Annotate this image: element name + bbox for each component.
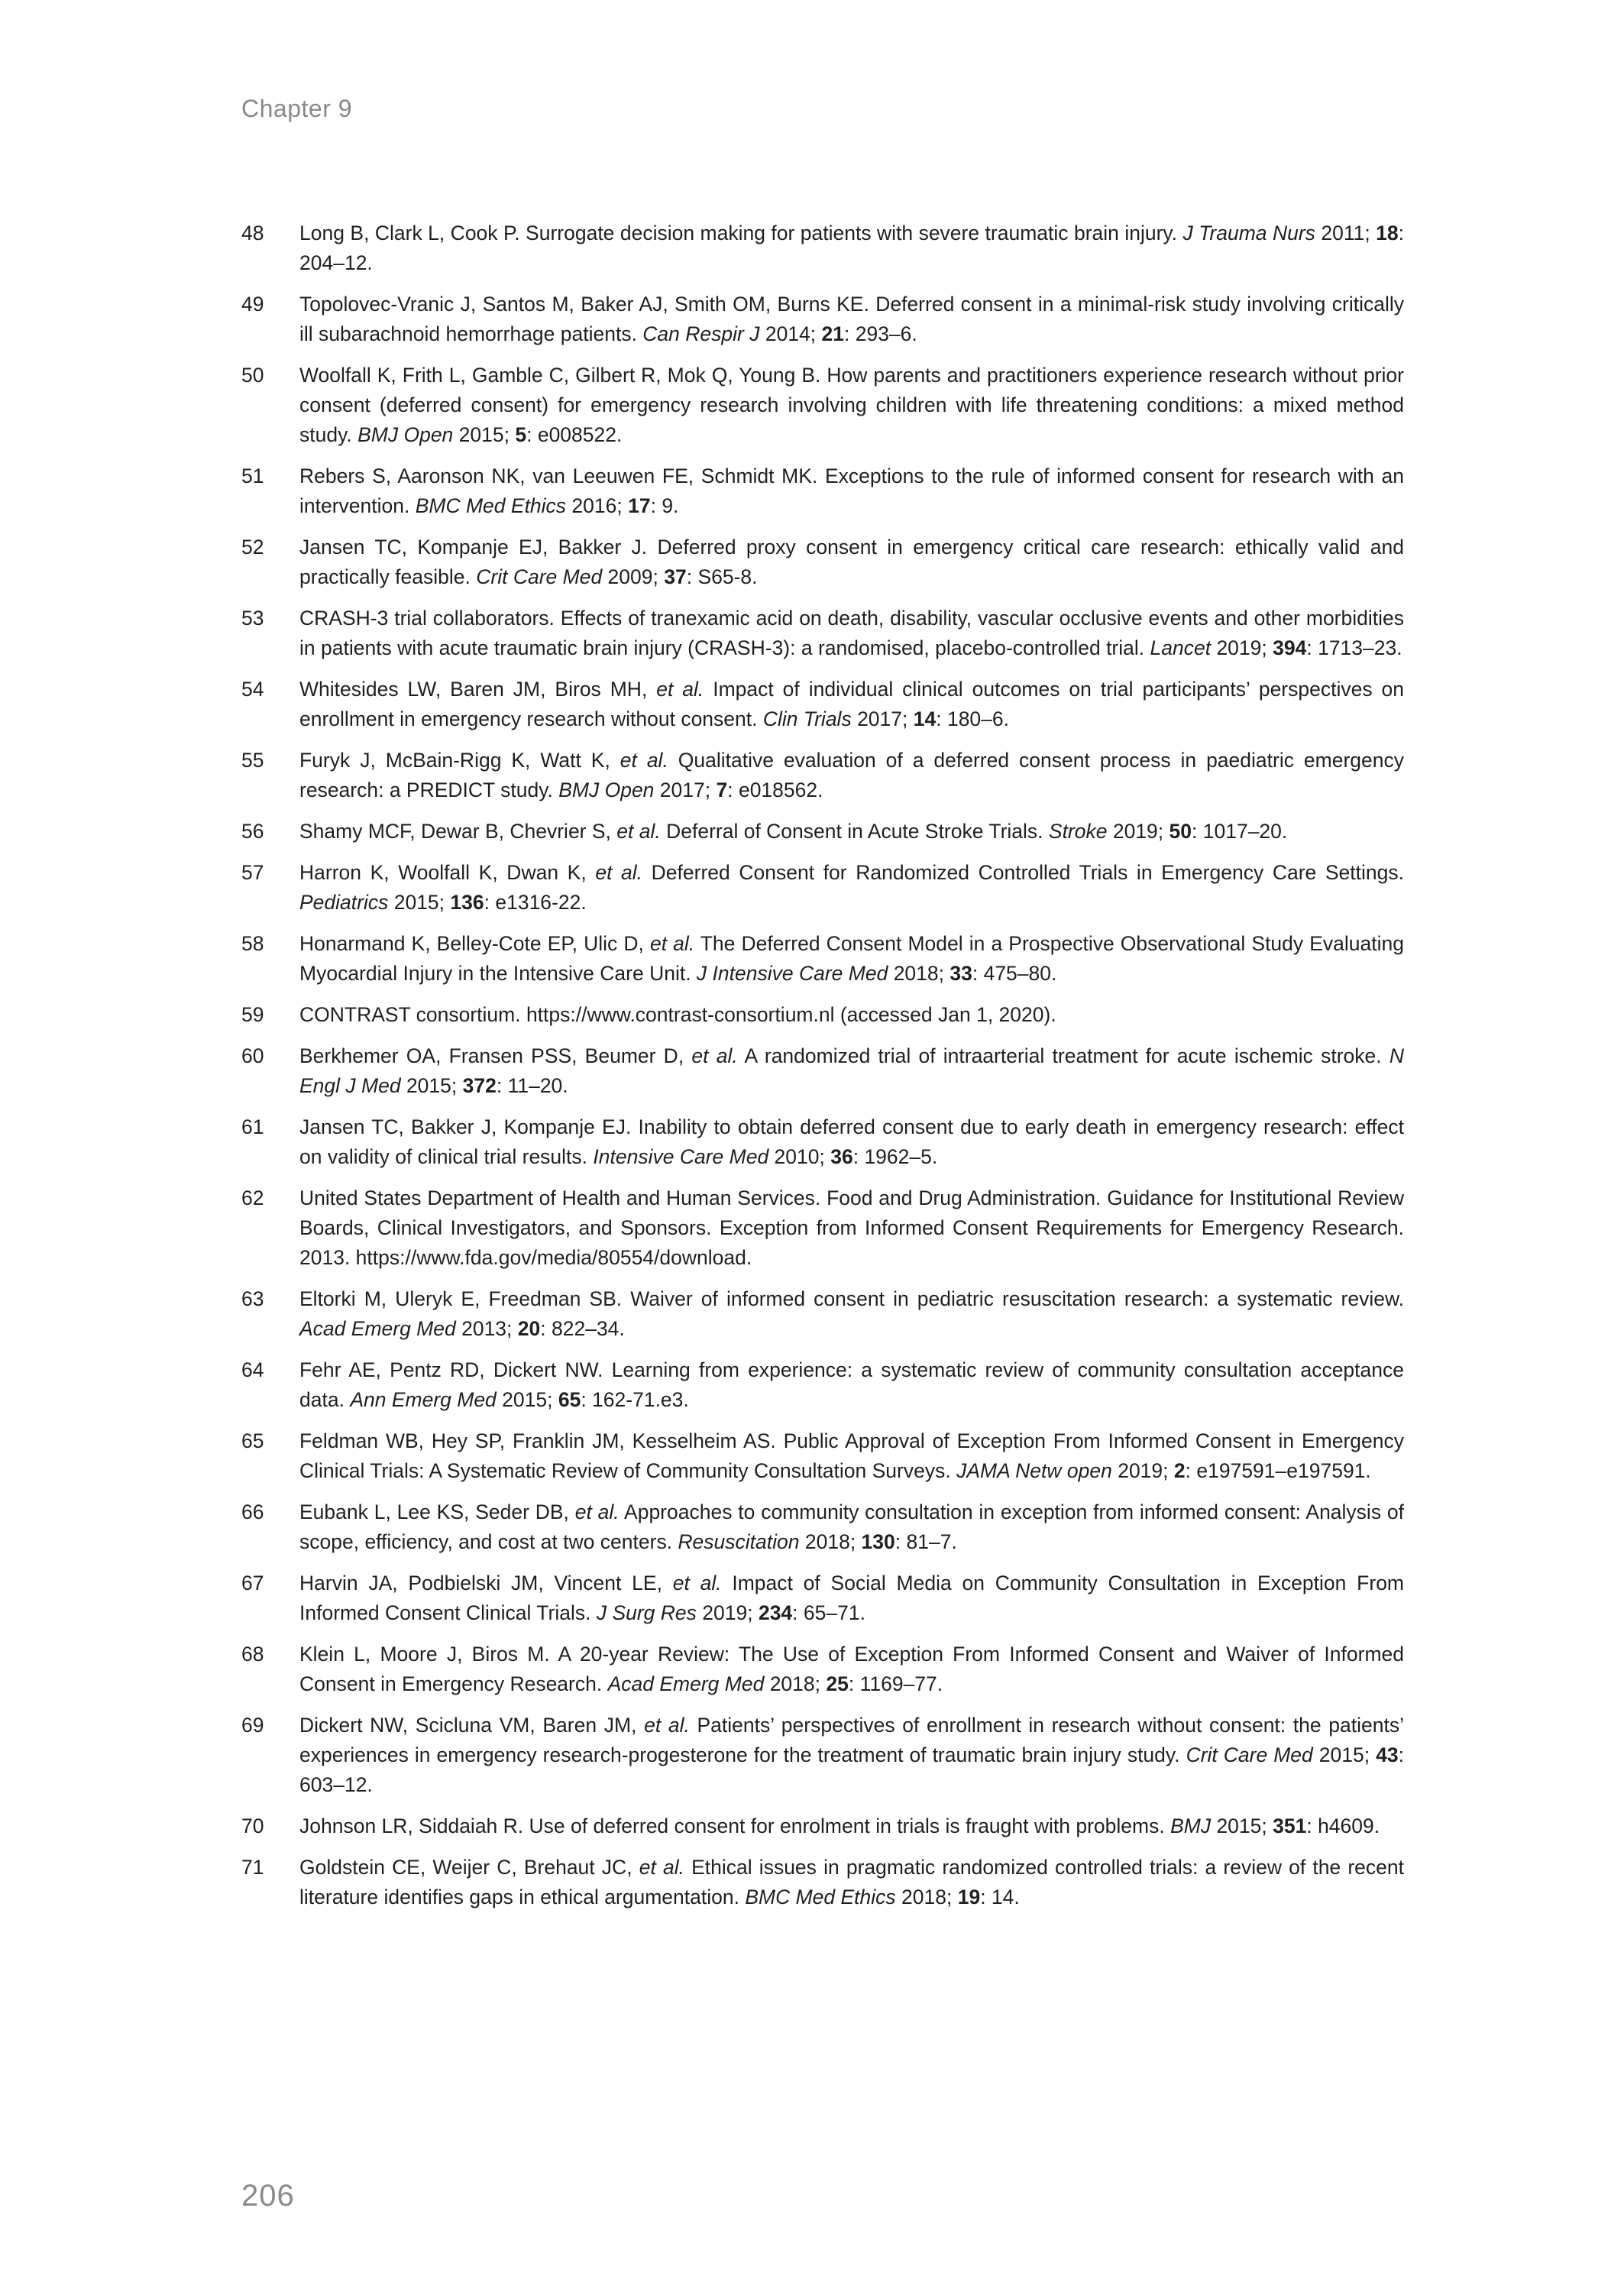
reference-italic-segment: et al. xyxy=(616,820,661,843)
reference-segment: Feldman WB, Hey SP, Franklin JM, Kesselheim AS. Public Approval of Exception From Informed Consent in Emergency Clinical Trials: A Systematic Review of Community Consultation Surveys. xyxy=(299,1429,1404,1482)
reference-segment: 2018; xyxy=(799,1530,862,1553)
reference-segment: Honarmand K, Belley-Cote EP, Ulic D, xyxy=(299,932,650,955)
reference-item xyxy=(241,929,1404,989)
reference-segment: Qualitative evaluation of a deferred consent process in paediatric emergency research: a PREDICT study. xyxy=(299,749,1405,801)
reference-segment: : e018562. xyxy=(727,779,823,801)
reference-volume: 43 xyxy=(1376,1743,1399,1766)
reference-item xyxy=(241,817,1404,847)
reference-segment: 2015; xyxy=(1312,1743,1377,1766)
reference-segment: : 9. xyxy=(650,494,679,517)
reference-segment: 2017; xyxy=(654,779,717,801)
reference-segment: : h4609. xyxy=(1306,1814,1380,1837)
reference-segment: CONTRAST consortium. https://www.contrast-consortium.nl (accessed Jan 1, 2020). xyxy=(299,1003,1056,1026)
reference-segment: Johnson LR, Siddaiah R. Use of deferred consent for enrolment in trials is fraught with problems. xyxy=(299,1814,1171,1837)
reference-volume: 234 xyxy=(758,1601,793,1624)
reference-segment: Approaches to community consultation in exception from informed consent: Analysis of scope, efficiency, and cost at two centers. xyxy=(299,1500,1404,1553)
reference-volume: 351 xyxy=(1273,1814,1307,1837)
reference-segment: 2018; xyxy=(895,1886,958,1908)
reference-italic-segment: J Trauma Nurs xyxy=(1182,222,1315,244)
reference-segment: The Deferred Consent Model in a Prospective Observational Study Evaluating Myocardial Injury in the Intensive Care Unit. xyxy=(299,932,1404,985)
reference-italic-segment: JAMA Netw open xyxy=(956,1459,1112,1482)
reference-segment: : e197591–e197591. xyxy=(1185,1459,1371,1482)
reference-number: 68 xyxy=(241,1643,264,1666)
reference-italic-segment: BMC Med Ethics xyxy=(415,494,567,517)
reference-segment: Fehr AE, Pentz RD, Dickert NW. Learning from experience: a systematic review of community consultation acceptance data. xyxy=(299,1358,1404,1411)
reference-italic-segment: et al. xyxy=(656,678,704,701)
reference-volume: 394 xyxy=(1273,636,1307,659)
reference-segment: Jansen TC, Kompanje EJ, Bakker J. Deferred proxy consent in emergency critical care research: ethically valid and practically feasible. xyxy=(299,536,1404,588)
reference-italic-segment: et al. xyxy=(691,1044,738,1067)
reference-segment: 2019; xyxy=(1107,820,1169,843)
reference-segment: : 14. xyxy=(980,1886,1020,1908)
reference-segment: Berkhemer OA, Fransen PSS, Beumer D, xyxy=(299,1044,692,1067)
reference-number: 60 xyxy=(241,1044,264,1067)
reference-item xyxy=(241,604,1404,663)
reference-number: 53 xyxy=(241,607,264,630)
reference-number: 49 xyxy=(241,293,264,316)
reference-text xyxy=(299,461,1404,521)
reference-number: 55 xyxy=(241,749,264,772)
page-number: 206 xyxy=(241,2179,295,2213)
reference-segment: Long B, Clark L, Cook P. Surrogate decision making for patients with severe traumatic brain injury. xyxy=(299,222,1183,244)
reference-italic-segment: Resuscitation xyxy=(678,1530,800,1553)
reference-segment: Goldstein CE, Weijer C, Brehaut JC, xyxy=(299,1856,639,1879)
reference-item xyxy=(241,219,1404,278)
reference-number: 48 xyxy=(241,222,264,244)
reference-italic-segment: Clin Trials xyxy=(762,707,852,730)
reference-segment: : 65–71. xyxy=(792,1601,865,1624)
reference-italic-segment: et al. xyxy=(574,1500,620,1523)
reference-item xyxy=(241,533,1404,592)
reference-volume: 5 xyxy=(515,423,527,446)
reference-item xyxy=(241,1640,1404,1699)
reference-segment: : 475–80. xyxy=(972,962,1057,985)
reference-italic-segment: BMJ xyxy=(1170,1814,1212,1837)
reference-segment: : 1962–5. xyxy=(852,1145,938,1168)
reference-segment: Eubank L, Lee KS, Seder DB, xyxy=(299,1500,575,1523)
reference-italic-segment: BMJ Open xyxy=(357,423,454,446)
reference-number: 61 xyxy=(241,1115,264,1138)
reference-volume: 21 xyxy=(821,322,844,345)
reference-volume: 19 xyxy=(957,1886,981,1908)
reference-segment: Deferred Consent for Randomized Controlled Trials in Emergency Care Settings. xyxy=(642,861,1404,884)
reference-italic-segment: et al. xyxy=(672,1572,722,1594)
reference-segment: A randomized trial of intraarterial treatment for acute ischemic stroke. xyxy=(737,1044,1389,1067)
reference-number: 52 xyxy=(241,536,264,558)
reference-segment: Jansen TC, Bakker J, Kompanje EJ. Inability to obtain deferred consent due to early death in emergency research: effect on validity of clinical trial results. xyxy=(299,1115,1404,1168)
reference-volume: 372 xyxy=(462,1074,497,1097)
reference-italic-segment: et al. xyxy=(649,932,695,955)
reference-text xyxy=(299,1112,1404,1172)
reference-italic-segment: et al. xyxy=(595,861,643,884)
reference-text xyxy=(299,1041,1404,1101)
reference-item xyxy=(241,1284,1404,1344)
reference-segment: 2013; xyxy=(455,1317,518,1340)
reference-item xyxy=(241,461,1404,521)
reference-number: 63 xyxy=(241,1287,264,1310)
reference-segment: Harron K, Woolfall K, Dwan K, xyxy=(299,861,596,884)
reference-number: 71 xyxy=(241,1856,264,1879)
reference-segment: : 81–7. xyxy=(894,1530,957,1553)
reference-item xyxy=(241,1853,1404,1912)
reference-segment: Shamy MCF, Dewar B, Chevrier S, xyxy=(299,820,617,843)
reference-number: 54 xyxy=(241,678,264,701)
reference-italic-segment: N Engl J Med xyxy=(299,1044,1404,1097)
reference-item xyxy=(241,290,1404,349)
reference-italic-segment: Stroke xyxy=(1048,820,1108,843)
reference-number: 62 xyxy=(241,1186,264,1209)
reference-text xyxy=(299,817,1404,847)
reference-italic-segment: Pediatrics xyxy=(299,891,389,914)
reference-segment: 2019; xyxy=(1211,636,1273,659)
reference-segment: Impact of Social Media on Community Consultation in Exception From Informed Consent Clinical Trials. xyxy=(299,1572,1405,1624)
reference-item xyxy=(241,1811,1404,1841)
reference-italic-segment: Lancet xyxy=(1150,636,1212,659)
reference-text xyxy=(299,929,1404,989)
reference-segment: : 822–34. xyxy=(540,1317,625,1340)
reference-item xyxy=(241,1568,1404,1628)
reference-item xyxy=(241,1355,1404,1415)
reference-segment: 2015; xyxy=(1211,1814,1273,1837)
reference-segment: : 603–12. xyxy=(299,1743,1404,1796)
reference-italic-segment: J Intensive Care Med xyxy=(696,962,888,985)
reference-number: 66 xyxy=(241,1500,264,1523)
reference-italic-segment: Crit Care Med xyxy=(476,565,603,588)
reference-text xyxy=(299,675,1404,734)
reference-volume: 2 xyxy=(1173,1459,1186,1482)
reference-text xyxy=(299,361,1404,450)
reference-number: 50 xyxy=(241,364,264,387)
reference-segment: 2011; xyxy=(1315,222,1377,244)
reference-italic-segment: Intensive Care Med xyxy=(593,1145,769,1168)
reference-italic-segment: BMJ Open xyxy=(558,779,655,801)
reference-segment: : e008522. xyxy=(526,423,623,446)
reference-italic-segment: J Surg Res xyxy=(596,1601,697,1624)
reference-item xyxy=(241,675,1404,734)
reference-segment: 2019; xyxy=(1111,1459,1174,1482)
reference-text xyxy=(299,1426,1404,1486)
reference-segment: 2018; xyxy=(764,1672,827,1695)
reference-number: 59 xyxy=(241,1003,264,1026)
reference-segment: Klein L, Moore J, Biros M. A 20-year Review: The Use of Exception From Informed Consent and Waiver of Informed Consent in Emergency Research. xyxy=(299,1643,1404,1695)
reference-volume: 7 xyxy=(716,779,728,801)
reference-segment: : 1017–20. xyxy=(1192,820,1288,843)
reference-text xyxy=(299,1811,1404,1841)
reference-volume: 37 xyxy=(664,565,687,588)
reference-segment: United States Department of Health and Human Services. Food and Drug Administration. Guidance for Institutional Review Boards, Clinical Investigators, and Sponsors. Exception from Informed Consent Requirements for Emergency Research. 2013. https://www.fda.gov/media/80554/download. xyxy=(299,1186,1404,1269)
reference-text xyxy=(299,858,1404,918)
reference-segment: Impact of individual clinical outcomes on trial participants’ perspectives on enrollment in emergency research without consent. xyxy=(299,678,1405,730)
reference-text xyxy=(299,1711,1404,1800)
reference-segment: Dickert NW, Scicluna VM, Baren JM, xyxy=(299,1714,645,1737)
reference-segment: 2015; xyxy=(388,891,451,914)
reference-segment: 2016; xyxy=(566,494,629,517)
reference-segment: : e1316-22. xyxy=(484,891,587,914)
reference-number: 57 xyxy=(241,861,264,884)
reference-text xyxy=(299,1355,1404,1415)
reference-segment: Topolovec-Vranic J, Santos M, Baker AJ, Smith OM, Burns KE. Deferred consent in a minimal-risk study involving critically ill subarachnoid hemorrhage patients. xyxy=(299,293,1404,345)
reference-item xyxy=(241,858,1404,918)
reference-volume: 17 xyxy=(628,494,651,517)
reference-segment: 2018; xyxy=(888,962,950,985)
reference-number: 51 xyxy=(241,465,264,487)
reference-volume: 18 xyxy=(1376,222,1399,244)
reference-text xyxy=(299,1568,1404,1628)
reference-text xyxy=(299,1497,1404,1557)
reference-italic-segment: Crit Care Med xyxy=(1186,1743,1313,1766)
reference-volume: 65 xyxy=(558,1388,581,1411)
reference-segment: 2017; xyxy=(851,707,914,730)
reference-number: 64 xyxy=(241,1358,264,1381)
reference-segment: 2009; xyxy=(602,565,665,588)
reference-segment: 2015; xyxy=(453,423,516,446)
reference-segment: : S65-8. xyxy=(686,565,758,588)
reference-text xyxy=(299,533,1404,592)
reference-volume: 136 xyxy=(450,891,484,914)
reference-segment: : 180–6. xyxy=(936,707,1010,730)
reference-italic-segment: BMC Med Ethics xyxy=(745,1886,896,1908)
reference-italic-segment: Acad Emerg Med xyxy=(607,1672,765,1695)
reference-item xyxy=(241,746,1404,805)
reference-text xyxy=(299,1640,1404,1699)
reference-segment: Eltorki M, Uleryk E, Freedman SB. Waiver of informed consent in pediatric resuscitation research: a systematic review. xyxy=(299,1287,1404,1310)
reference-item xyxy=(241,1000,1404,1030)
reference-segment: 2019; xyxy=(696,1601,759,1624)
reference-segment: : 1713–23. xyxy=(1306,636,1402,659)
reference-text xyxy=(299,604,1404,663)
reference-volume: 25 xyxy=(826,1672,849,1695)
reference-item xyxy=(241,1112,1404,1172)
reference-text xyxy=(299,746,1404,805)
reference-segment: CRASH-3 trial collaborators. Effects of tranexamic acid on death, disability, vascular occlusive events and other morbidities in patients with acute traumatic brain injury (CRASH-3): a randomised, placebo-controlled trial. xyxy=(299,607,1404,659)
reference-number: 67 xyxy=(241,1572,264,1594)
reference-italic-segment: et al. xyxy=(644,1714,690,1737)
reference-segment: 2010; xyxy=(768,1145,831,1168)
reference-item xyxy=(241,1426,1404,1486)
reference-segment: Ethical issues in pragmatic randomized controlled trials: a review of the recent literature identifies gaps in ethical argumentation. xyxy=(299,1856,1404,1908)
reference-number: 56 xyxy=(241,820,264,843)
reference-number: 65 xyxy=(241,1429,264,1452)
reference-volume: 130 xyxy=(861,1530,895,1553)
reference-italic-segment: Can Respir J xyxy=(642,322,760,345)
reference-number: 58 xyxy=(241,932,264,955)
reference-segment: Furyk J, McBain-Rigg K, Watt K, xyxy=(299,749,620,772)
reference-list xyxy=(241,219,1404,1924)
reference-segment: Whitesides LW, Baren JM, Biros MH, xyxy=(299,678,657,701)
reference-number: 70 xyxy=(241,1814,264,1837)
reference-segment: Deferral of Consent in Acute Stroke Trials. xyxy=(660,820,1049,843)
reference-segment: 2015; xyxy=(496,1388,558,1411)
reference-volume: 20 xyxy=(517,1317,541,1340)
reference-volume: 33 xyxy=(949,962,972,985)
chapter-header: Chapter 9 xyxy=(241,95,353,122)
reference-segment: : 11–20. xyxy=(496,1074,568,1097)
reference-text xyxy=(299,290,1404,349)
reference-segment: : 293–6. xyxy=(844,322,917,345)
reference-volume: 14 xyxy=(913,707,937,730)
reference-segment: 2015; xyxy=(400,1074,463,1097)
reference-segment: 2014; xyxy=(759,322,822,345)
reference-segment: : 162-71.e3. xyxy=(581,1388,689,1411)
reference-italic-segment: et al. xyxy=(620,749,668,772)
reference-volume: 50 xyxy=(1169,820,1192,843)
reference-segment: Rebers S, Aaronson NK, van Leeuwen FE, Schmidt MK. Exceptions to the rule of informed consent for research with an intervention. xyxy=(299,465,1404,517)
reference-segment: Patients’ perspectives of enrollment in research without consent: the patients’ experiences in emergency research-progesterone for the treatment of traumatic brain injury study. xyxy=(299,1714,1405,1766)
reference-item xyxy=(241,361,1404,450)
reference-text xyxy=(299,1000,1404,1030)
reference-segment: Harvin JA, Podbielski JM, Vincent LE, xyxy=(299,1572,673,1594)
reference-text xyxy=(299,1284,1404,1344)
reference-text xyxy=(299,219,1404,278)
reference-item xyxy=(241,1183,1404,1273)
reference-text xyxy=(299,1183,1404,1273)
reference-segment: Woolfall K, Frith L, Gamble C, Gilbert R, Mok Q, Young B. How parents and practitioners experience research without prior consent (deferred consent) for emergency research involving children with life threatening conditions: a mixed method study. xyxy=(299,364,1404,446)
reference-item xyxy=(241,1711,1404,1800)
reference-segment: : 204–12. xyxy=(299,222,1405,274)
reference-italic-segment: Acad Emerg Med xyxy=(299,1317,456,1340)
reference-item xyxy=(241,1041,1404,1101)
reference-italic-segment: et al. xyxy=(639,1856,684,1879)
reference-item xyxy=(241,1497,1404,1557)
reference-text xyxy=(299,1853,1404,1912)
reference-volume: 36 xyxy=(830,1145,853,1168)
reference-number: 69 xyxy=(241,1714,264,1737)
reference-segment: : 1169–77. xyxy=(848,1672,943,1695)
reference-italic-segment: Ann Emerg Med xyxy=(350,1388,497,1411)
